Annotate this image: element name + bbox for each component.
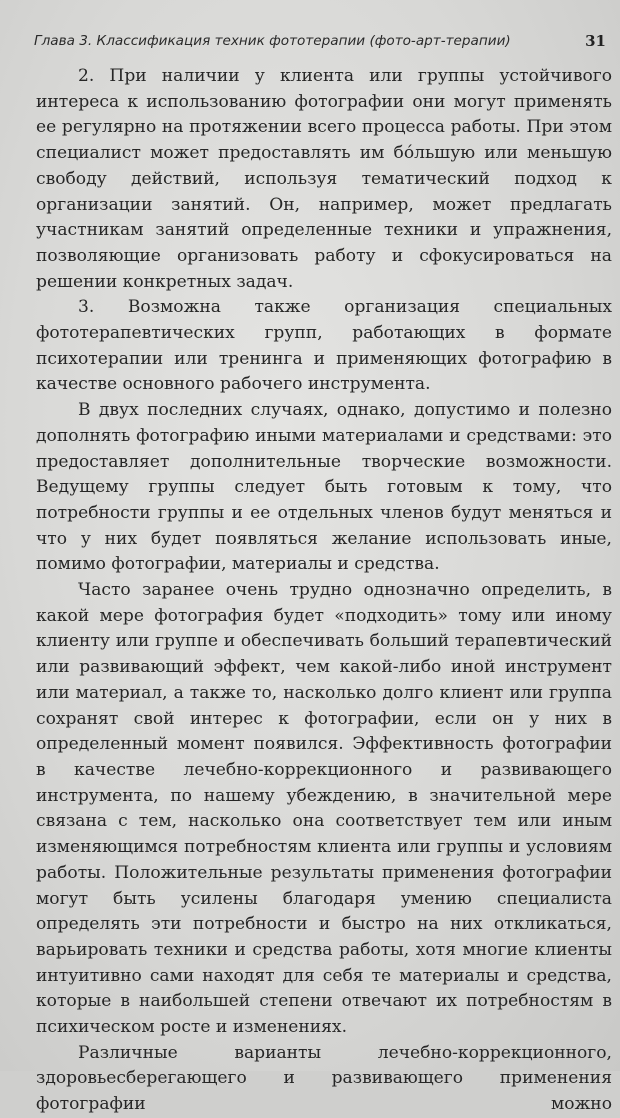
paragraph: В двух последних случаях, однако, допустимо и полезно дополнять фотографию иными материалами и средствами: это предоставляет дополнительные творческие возможности. Ведущему группы следует быть готовым к тому, что потребности группы и ее отдельных членов будут меняться и что у них будет появляться желание использовать иные, помимо фотографии, материалы и средства. (36, 400, 612, 575)
paragraph: 2. При наличии у клиента или группы устойчивого интереса к использованию фотографии они могут применять ее регулярно на протяжении всего процесса работы. При этом специалист может предоставлять им бо́льшую или меньшую свободу действий, используя тематический подход к организации занятий. Он, например, может предлагать участникам занятий определенные техники и упражнения, позволяющие организовать работу и сфокусироваться на решении конкретных задач. (36, 66, 612, 292)
running-head: Глава 3. Классификация техник фототерапии (фото-арт-терапии) (34, 33, 511, 49)
body-text (36, 64, 612, 1118)
page-number: 31 (585, 32, 606, 50)
page-header (34, 33, 606, 55)
paragraph: 3. Возможна также организация специальных фототерапевтических групп, работающих в формате психотерапии или тренинга и применяющих фотографию в качестве основного рабочего инструмента. (36, 297, 612, 395)
paragraph: Различные варианты лечебно-коррекционного, здоровьесберегающего и развивающего применения фотографии можно (36, 1042, 612, 1115)
paragraph: Часто заранее очень трудно однозначно определить, в какой мере фотография будет «подходить» тому или иному клиенту или группе и обеспечивать больший терапевтический или развивающий эффект, чем какой-либо иной инструмент или материал, а также то, насколько долго клиент или группа сохранят свой интерес к фотографии, если он у них в определенный момент появился. Эффективность фотографии в качестве лечебно-коррекционного и развивающего инструмента, по нашему убеждению, в значительной мере связана с тем, насколько она соответствует тем или иным изменяющимся потребностям клиента или группы и условиям работы. Положительные результаты применения фотографии могут быть усилены благодаря умению специалиста определять эти потребности и быстро на них откликаться, варьировать техники и средства работы, хотя многие клиенты интуитивно сами находят для себя те материалы и средства, которые в наибольшей степени отвечают их потребностям в психическом росте и изменениях. (36, 580, 612, 1038)
